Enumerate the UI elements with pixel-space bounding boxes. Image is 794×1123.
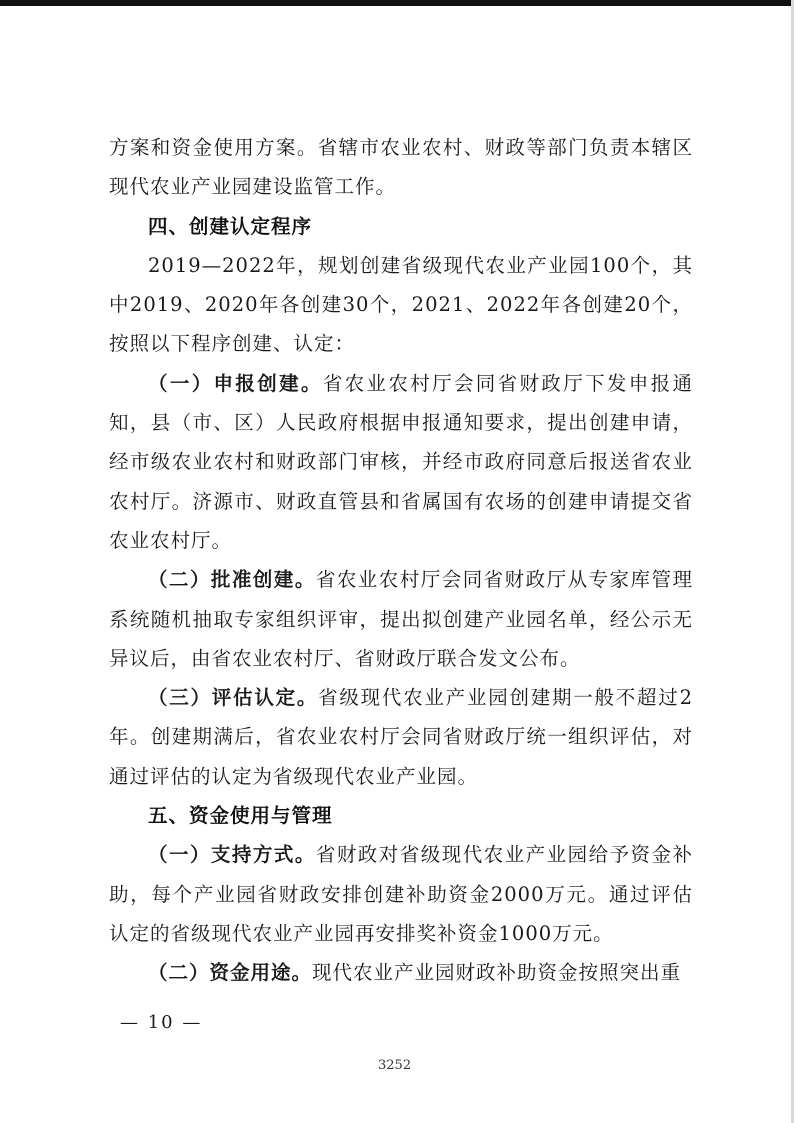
paragraph-continued: 方案和资金使用方案。省辖市农业农村、财政等部门负责本辖区现代农业产业园建设监管工作。 bbox=[109, 136, 693, 199]
scan-top-edge bbox=[0, 0, 794, 6]
paragraph-apply bbox=[109, 364, 693, 560]
paragraph-text: 现代农业产业园财政补助资金按照突出重 bbox=[312, 961, 682, 985]
document-body bbox=[109, 128, 693, 993]
paragraph-lead: （一）支持方式。 bbox=[148, 843, 316, 867]
paragraph-plan: 2019—2022年，规划创建省级现代农业产业园100个，其中2019、2020年各创建30个，2021、2022年各创建20个，按照以下程序创建、认定： bbox=[109, 253, 693, 356]
paragraph-text: 省农业农村厅会同省财政厅下发申报通知，县（市、区）人民政府根据申报通知要求，提出创建申请，经市级农业农村和财政部门审核，并经市政府同意后报送省农业农村厅。济源市、财政直管县和省属国有农场的创建申请提交省农业农村厅。 bbox=[109, 371, 693, 552]
section-heading-5: 五、资金使用与管理 bbox=[148, 804, 333, 828]
section-heading-4: 四、创建认定程序 bbox=[148, 214, 313, 238]
paragraph-support bbox=[109, 835, 693, 953]
paragraph-evaluate bbox=[109, 678, 693, 796]
paragraph-lead: （二）批准创建。 bbox=[148, 568, 316, 592]
paragraph-lead: （一）申报创建。 bbox=[148, 371, 323, 395]
page-number: — 10 — bbox=[120, 1012, 203, 1033]
paragraph-lead: （二）资金用途。 bbox=[148, 961, 313, 985]
paragraph-lead: （三）评估认定。 bbox=[148, 686, 319, 710]
paragraph-approve bbox=[109, 560, 693, 678]
paragraph-text: 省级现代农业产业园创建期一般不超过2年。创建期满后，省农业农村厅会同省财政厅统一组织评估，对通过评估的认定为省级现代农业产业园。 bbox=[109, 686, 693, 788]
paragraph-usage bbox=[109, 953, 693, 992]
paragraph-text: 省农业农村厅会同省财政厅从专家库管理系统随机抽取专家组织评审，提出拟创建产业园名单，经公示无异议后，由省农业农村厅、省财政厅联合发文公布。 bbox=[109, 568, 693, 670]
paragraph-text: 省财政对省级现代农业产业园给予资金补助，每个产业园省财政安排创建补助资金2000万元。通过评估认定的省级现代农业产业园再安排奖补资金1000万元。 bbox=[109, 843, 693, 945]
archive-number: 3252 bbox=[378, 1058, 412, 1073]
